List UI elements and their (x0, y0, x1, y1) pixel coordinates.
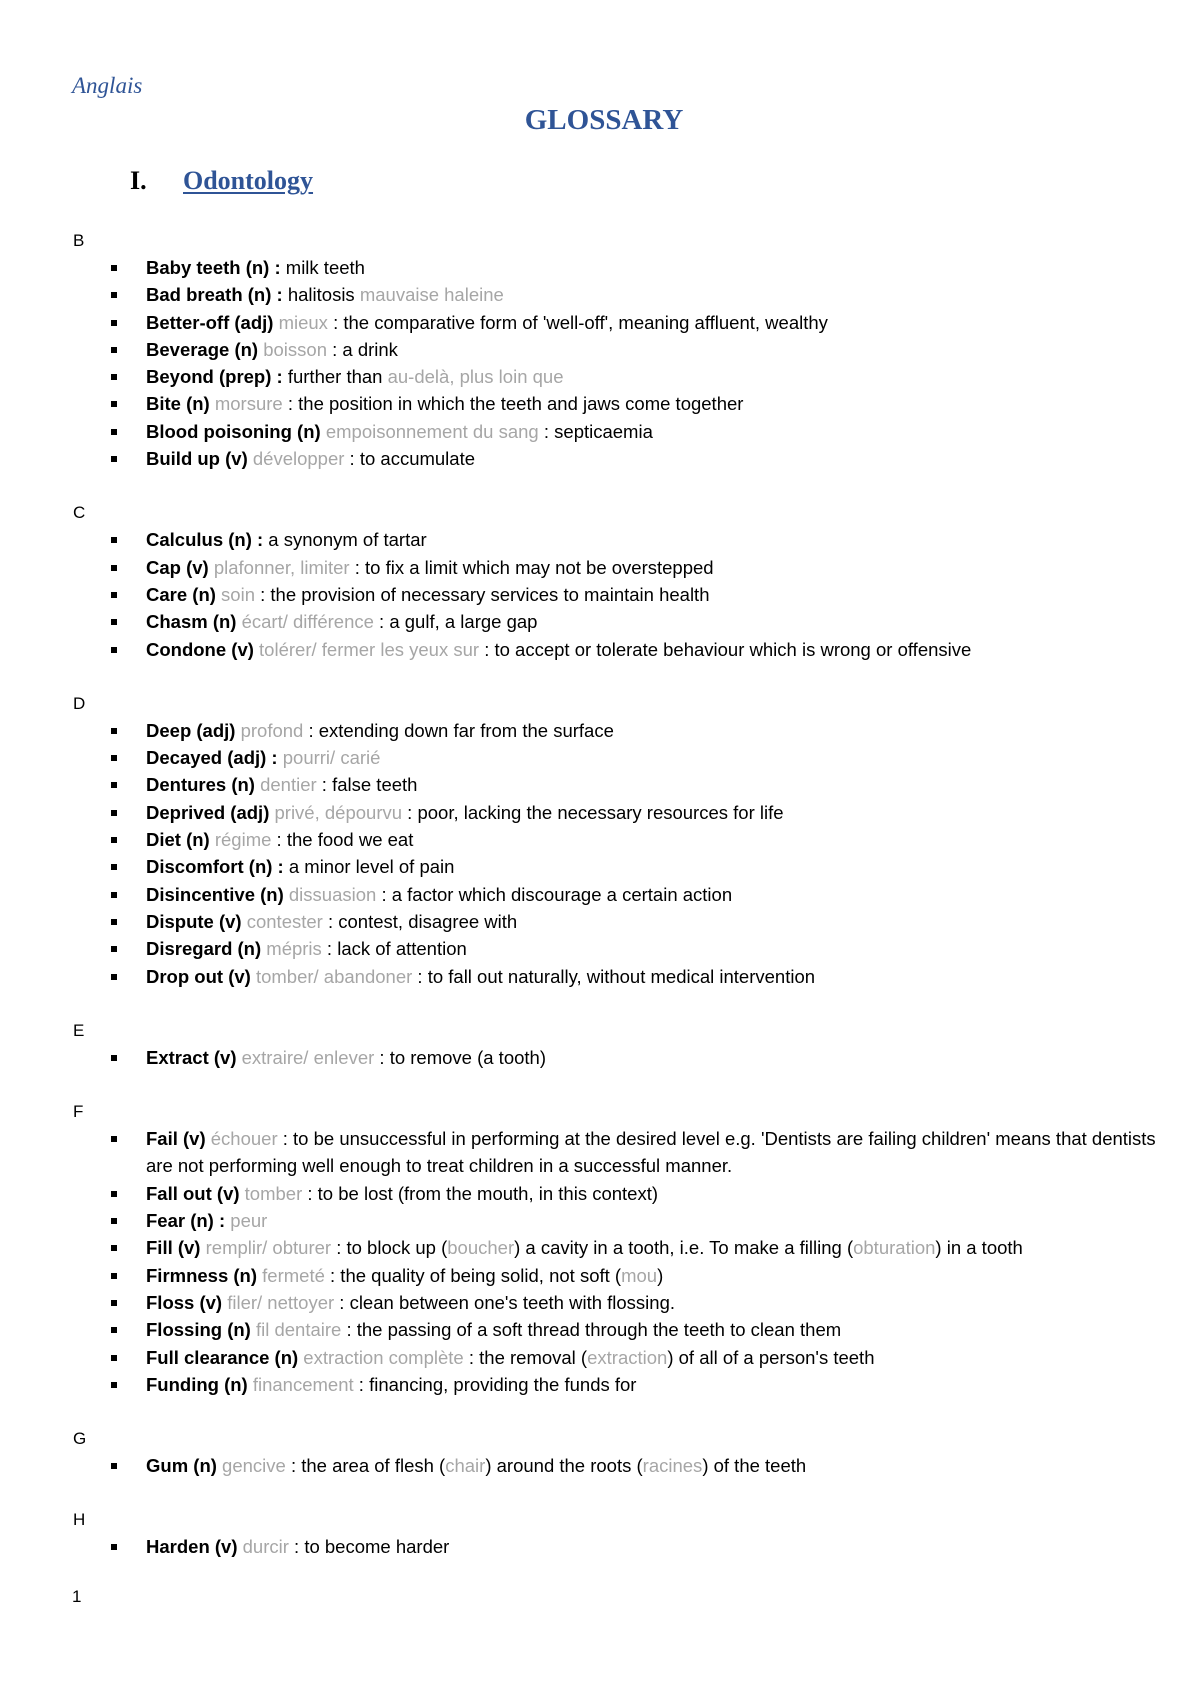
definition-text: : a factor which discourage a certain action (376, 883, 733, 905)
french-translation: fil dentaire (250, 1319, 342, 1341)
term-word: Decayed (adj) : (146, 747, 278, 769)
french-translation: morsure (209, 393, 283, 415)
definition-text: ) (657, 1264, 664, 1286)
french-translation: tomber/ abandoner (250, 965, 413, 987)
term-word: Funding (n) (146, 1373, 248, 1395)
glossary-entry (0, 608, 1200, 635)
section-name: Odontology (183, 166, 314, 195)
glossary-entry (0, 963, 1200, 990)
term-word: Deep (adj) (146, 719, 236, 741)
french-translation: gencive (216, 1455, 286, 1477)
glossary-entry (0, 853, 1200, 880)
section-number: I. (130, 166, 147, 195)
definition-text: : the provision of necessary services to maintain health (254, 583, 710, 605)
term-word: Disregard (n) (146, 938, 262, 960)
glossary-entry (0, 336, 1200, 363)
definition-text: : lack of attention (321, 938, 467, 960)
french-translation: dentier (254, 774, 317, 796)
definition-text: : financing, providing the funds for (353, 1373, 637, 1395)
french-translation: pourri/ carié (277, 747, 381, 769)
term-list (0, 1044, 1200, 1071)
definition-text: : the removal ( (463, 1346, 588, 1368)
french-translation: remplir/ obturer (200, 1237, 332, 1259)
term-word: Better-off (adj) (146, 311, 274, 333)
glossary-entry (0, 363, 1200, 390)
french-translation: contester (241, 910, 323, 932)
term-word: Fall out (v) (146, 1182, 240, 1204)
term-word: Fill (v) (146, 1237, 201, 1259)
glossary-entry (0, 717, 1200, 744)
french-translation: tolérer/ fermer les yeux sur (253, 638, 480, 660)
french-translation: plafonner, limiter (208, 556, 350, 578)
definition-text: : to fix a limit which may not be overstepped (349, 556, 714, 578)
definition-text: : the food we eat (271, 829, 414, 851)
french-translation: mauvaise haleine (359, 284, 504, 306)
glossary-entry (0, 1234, 1200, 1261)
glossary-entry (0, 1371, 1200, 1398)
french-translation: soin (215, 583, 255, 605)
french-translation: écart/ différence (236, 611, 374, 633)
glossary-entry (0, 1452, 1200, 1479)
glossary-entry (0, 1207, 1200, 1234)
definition-text: : to block up ( (331, 1237, 448, 1259)
term-word: Bite (n) (146, 393, 210, 415)
definition-text: further than (282, 366, 388, 388)
definition-text: ) of all of a person's teeth (667, 1346, 875, 1368)
letter-heading-c: C (73, 503, 86, 523)
definition-text: ) a cavity in a tooth, i.e. To make a filling ( (514, 1237, 854, 1259)
definition-text: a synonym of tartar (263, 529, 427, 551)
glossary-entry (0, 744, 1200, 771)
definition-text: ) in a tooth (935, 1237, 1023, 1259)
definition-text: halitosis (282, 284, 360, 306)
glossary-entry (0, 1180, 1200, 1207)
glossary-entry (0, 418, 1200, 445)
term-list (0, 717, 1200, 990)
term-word: Blood poisoning (n) (146, 420, 321, 442)
definition-text: : extending down far from the surface (303, 719, 614, 741)
term-word: Dentures (n) (146, 774, 255, 796)
french-translation: profond (235, 719, 304, 741)
term-word: Cap (v) (146, 556, 209, 578)
french-translation: obturation (853, 1237, 936, 1259)
term-word: Fear (n) : (146, 1210, 226, 1232)
definition-text: : to fall out naturally, without medical intervention (412, 965, 816, 987)
letter-heading-h: H (73, 1510, 86, 1530)
french-translation: au-delà, plus loin que (387, 366, 564, 388)
term-word: Build up (v) (146, 448, 248, 470)
french-translation: peur (225, 1210, 268, 1232)
term-word: Baby teeth (n) : (146, 257, 281, 278)
term-list (0, 1533, 1200, 1560)
glossary-entry (0, 1125, 1200, 1180)
definition-text: milk teeth (280, 257, 365, 278)
definition-text: ) around the roots ( (485, 1455, 643, 1477)
glossary-entry (0, 309, 1200, 336)
glossary-entry (0, 526, 1200, 553)
term-word: Floss (v) (146, 1291, 223, 1313)
glossary-entry (0, 1316, 1200, 1343)
french-translation: développer (247, 448, 345, 470)
term-word: Drop out (v) (146, 965, 251, 987)
term-word: Discomfort (n) : (146, 856, 284, 878)
french-translation: dissuasion (283, 883, 377, 905)
glossary-entry (0, 771, 1200, 798)
definition-text: : the position in which the teeth and jaws come together (282, 393, 744, 415)
glossary-entry (0, 445, 1200, 472)
glossary-entry (0, 390, 1200, 417)
term-word: Calculus (n) : (146, 529, 264, 551)
document-title: GLOSSARY (524, 104, 684, 136)
term-word: Flossing (n) (146, 1319, 251, 1341)
french-translation: boisson (258, 338, 327, 360)
definition-text: : false teeth (316, 774, 418, 796)
definition-text: : contest, disagree with (322, 910, 518, 932)
definition-text: : a drink (326, 338, 398, 360)
definition-text: : the area of flesh ( (285, 1455, 446, 1477)
definition-text: a minor level of pain (283, 856, 455, 878)
definition-text: ) of the teeth (702, 1455, 807, 1477)
french-translation: mou (621, 1264, 658, 1286)
french-translation: extraire/ enlever (236, 1046, 375, 1068)
term-list (0, 1125, 1200, 1398)
term-word: Extract (v) (146, 1046, 237, 1068)
term-word: Dispute (v) (146, 910, 242, 932)
term-word: Full clearance (n) (146, 1346, 299, 1368)
term-word: Care (n) (146, 583, 216, 605)
term-word: Diet (n) (146, 829, 210, 851)
french-translation: privé, dépourvu (269, 801, 403, 823)
definition-text: : the quality of being solid, not soft ( (324, 1264, 622, 1286)
term-word: Disincentive (n) (146, 883, 284, 905)
french-translation: filer/ nettoyer (222, 1291, 335, 1313)
definition-text: : poor, lacking the necessary resources for life (402, 801, 784, 823)
definition-text: : to become harder (288, 1536, 450, 1558)
definition-text: : to be unsuccessful in performing at the desired level e.g. 'Dentists are failing children' means that dentists are not performing well enough to treat children in a successful manner. (146, 1128, 1156, 1177)
french-translation: boucher (447, 1237, 515, 1259)
glossary-entry (0, 281, 1200, 308)
term-word: Beverage (n) (146, 338, 259, 360)
french-translation: mépris (261, 938, 322, 960)
definition-text: : the passing of a soft thread through the teeth to clean them (341, 1319, 842, 1341)
definition-text: : the comparative form of 'well-off', meaning affluent, wealthy (327, 311, 828, 333)
glossary-entry (0, 1533, 1200, 1560)
glossary-entry (0, 581, 1200, 608)
definition-text: : to accept or tolerate behaviour which is wrong or offensive (479, 638, 972, 660)
french-translation: financement (247, 1373, 354, 1395)
french-translation: racines (642, 1455, 703, 1477)
definition-text: : a gulf, a large gap (373, 611, 538, 633)
french-translation: fermeté (257, 1264, 325, 1286)
french-translation: mieux (273, 311, 328, 333)
french-translation: tomber (239, 1182, 303, 1204)
definition-text: : septicaemia (538, 420, 653, 442)
glossary-entry (0, 881, 1200, 908)
term-list (0, 254, 1200, 472)
definition-text: : to accumulate (344, 448, 476, 470)
french-translation: durcir (237, 1536, 289, 1558)
term-list (0, 526, 1200, 662)
glossary-entry (0, 554, 1200, 581)
french-translation: régime (209, 829, 272, 851)
french-translation: échouer (205, 1128, 278, 1150)
glossary-entry (0, 908, 1200, 935)
french-translation: extraction complète (298, 1346, 464, 1368)
page-header: Anglais (72, 73, 143, 98)
glossary-entry (0, 799, 1200, 826)
term-word: Harden (v) (146, 1536, 238, 1558)
letter-heading-g: G (73, 1429, 87, 1449)
term-word: Deprived (adj) (146, 801, 270, 823)
letter-heading-f: F (73, 1102, 84, 1122)
term-list (0, 1452, 1200, 1479)
definition-text: : clean between one's teeth with flossing. (334, 1291, 676, 1313)
letter-heading-e: E (73, 1020, 85, 1040)
page-number: 1 (72, 1587, 82, 1606)
glossary-entry (0, 1344, 1200, 1371)
french-translation: empoisonnement du sang (320, 420, 539, 442)
definition-text: : to remove (a tooth) (374, 1046, 546, 1068)
term-word: Firmness (n) (146, 1264, 258, 1286)
section-heading (130, 166, 313, 196)
glossary-entry (0, 1262, 1200, 1289)
glossary-list (0, 227, 1200, 1588)
term-word: Condone (v) (146, 638, 254, 660)
glossary-entry (0, 935, 1200, 962)
french-translation: extraction (587, 1346, 668, 1368)
glossary-entry (0, 1289, 1200, 1316)
definition-text: : to be lost (from the mouth, in this context) (302, 1182, 659, 1204)
term-word: Fail (v) (146, 1128, 206, 1150)
term-word: Gum (n) (146, 1455, 217, 1477)
glossary-entry (0, 826, 1200, 853)
term-word: Beyond (prep) : (146, 366, 283, 388)
letter-heading-b: B (73, 231, 85, 250)
glossary-entry (0, 254, 1200, 281)
glossary-entry (0, 1044, 1200, 1071)
letter-heading-d: D (73, 693, 86, 713)
term-word: Chasm (n) (146, 611, 237, 633)
french-translation: chair (445, 1455, 486, 1477)
term-word: Bad breath (n) : (146, 284, 283, 306)
glossary-entry (0, 636, 1200, 663)
